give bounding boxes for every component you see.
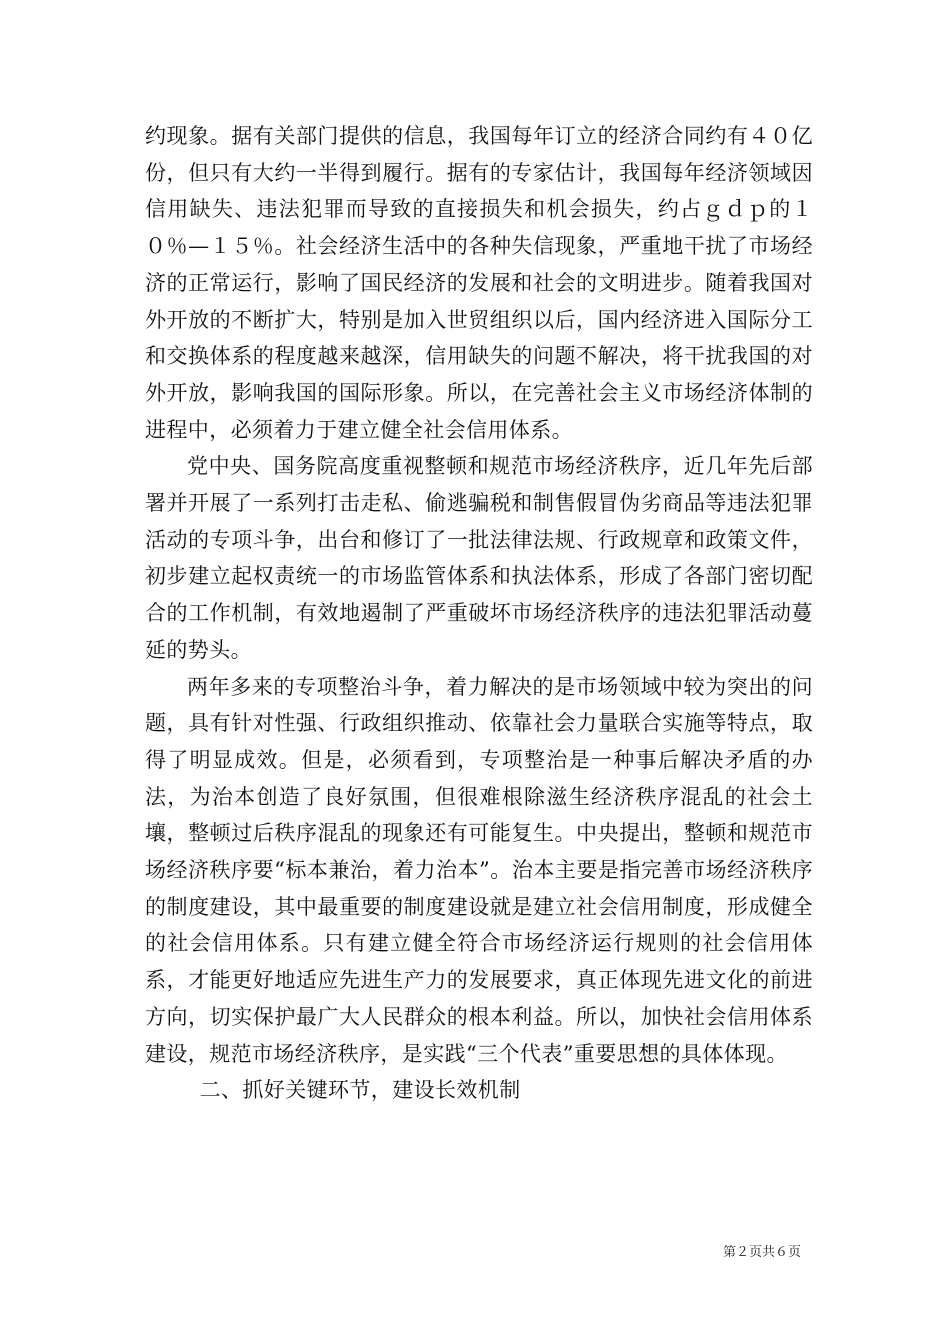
paragraph-special-rectification: 两年多来的专项整治斗争，着力解决的是市场领域中较为突出的问题，具有针对性强、行政组织推动、依靠社会力量联合实施等特点，取得了明显成效。但是，必须看到，专项整治是一种事后解决矛盾的办法，为治本创造了良好氛围，但很难根除滋生经济秩序混乱的社会土壤，整顿过后秩序混乱的现象还有可能复生。中央提出，整顿和规范市场经济秩序要“标本兼治，着力治本”。治本主要是指完善市场经济秩序的制度建设，其中最重要的制度建设就是建立社会信用制度，形成健全的社会信用体系。只有建立健全符合市场经济运行规则的社会信用体系，才能更好地适应先进生产力的发展要求，真正体现先进文化的前进方向，切实保护最广大人民群众的根本利益。所以，加快社会信用体系建设，规范市场经济秩序，是实践“三个代表”重要思想的具体体现。 <box>145 674 813 1066</box>
section-heading: 二、抓好关键环节，建设长效机制 <box>199 1078 521 1103</box>
paragraph-central-committee: 党中央、国务院高度重视整顿和规范市场经济秩序，近几年先后部署并开展了一系列打击走私、偷逃骗税和制售假冒伪劣商品等违法犯罪活动的专项斗争，出台和修订了一批法律法规、行政规章和政策文件，初步建立起权责统一的市场监管体系和执法体系，形成了各部门密切配合的工作机制，有效地遏制了严重破坏市场经济秩序的违法犯罪活动蔓延的势头。 <box>145 454 813 662</box>
paragraph-continuation: 约现象。据有关部门提供的信息，我国每年订立的经济合同约有４０亿份，但只有大约一半得到履行。据有的专家估计，我国每年经济领域因信用缺失、违法犯罪而导致的直接损失和机会损失，约占ｇｄｐ的１０％—１５％。社会经济生活中的各种失信现象，严重地干扰了市场经济的正常运行，影响了国民经济的发展和社会的文明进步。随着我国对外开放的不断扩大，特别是加入世贸组织以后，国内经济进入国际分工和交换体系的程度越来越深，信用缺失的问题不解决，将干扰我国的对外开放，影响我国的国际形象。所以，在完善社会主义市场经济体制的进程中，必须着力于建立健全社会信用体系。 <box>145 124 813 442</box>
page-number-footer: 第２页共６页 <box>723 1245 802 1260</box>
document-body <box>145 118 813 1109</box>
